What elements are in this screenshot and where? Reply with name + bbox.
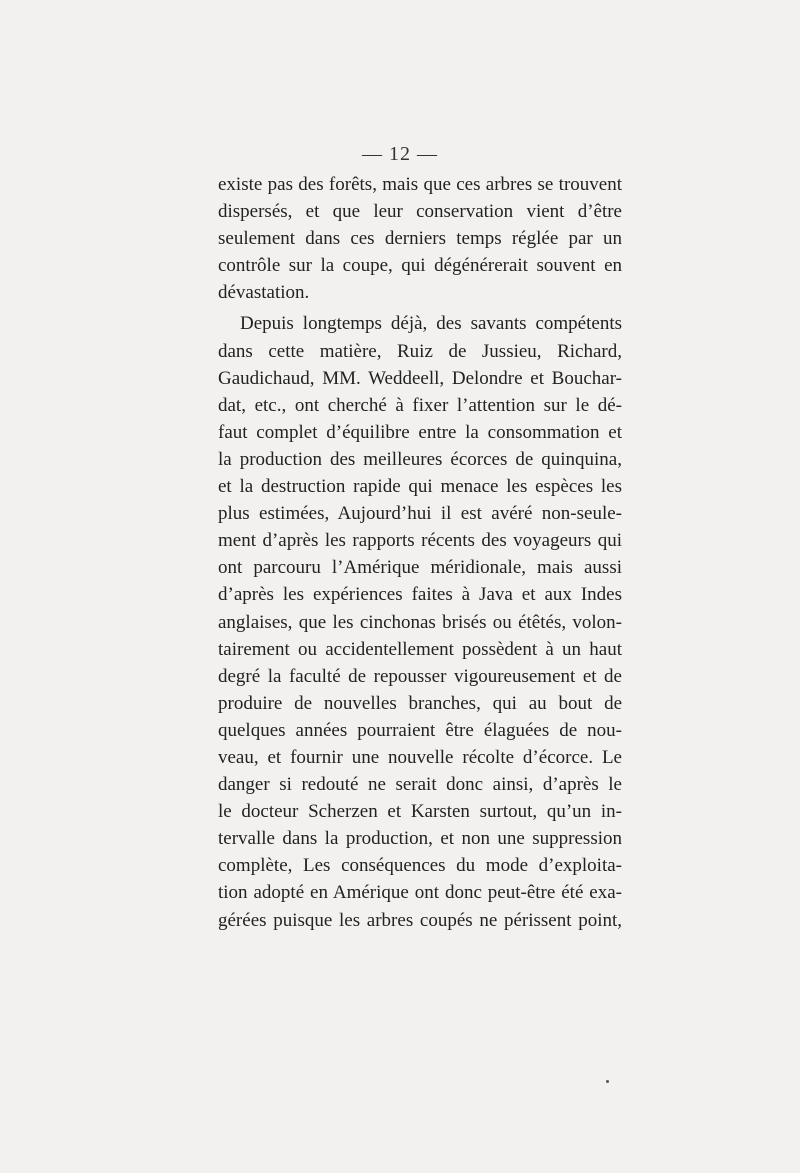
text-line: anglaises, que les cinchonas brisés ou étêtés, volon-: [218, 611, 622, 633]
text-line: complète, Les conséquences du mode d’exploita-: [218, 855, 622, 877]
text-line: gérées puisque les arbres coupés ne périssent point,: [218, 909, 622, 931]
text-line: plus estimées, Aujourd’hui il est avéré non-seule-: [218, 503, 622, 525]
page-number: — 12 —: [362, 143, 438, 165]
text-line: le docteur Scherzen et Karsten surtout, qu’un in-: [218, 801, 622, 823]
body-text: [218, 171, 622, 934]
text-line: tion adopté en Amérique ont donc peut-être été exa-: [218, 882, 622, 904]
text-line: quelques années pourraient être élaguées de nou-: [218, 719, 622, 741]
text-line: dispersés, et que leur conservation vient d’être: [218, 201, 622, 223]
text-line: ment d’après les rapports récents des voyageurs qui: [218, 530, 622, 552]
text-line: faut complet d’équilibre entre la consommation et: [218, 421, 622, 443]
text-line: dévastation.: [218, 282, 310, 304]
text-line: dat, etc., ont cherché à fixer l’attention sur le dé-: [218, 394, 622, 416]
text-line: seulement dans ces derniers temps réglée par un: [218, 228, 622, 250]
text-line: veau, et fournir une nouvelle récolte d’écorce. Le: [218, 746, 622, 768]
text-line: d’après les expériences faites à Java et aux Indes: [218, 584, 622, 606]
text-line: tairement ou accidentellement possèdent à un haut: [218, 638, 622, 660]
text-line: contrôle sur la coupe, qui dégénérerait souvent en: [218, 255, 622, 277]
ink-speck: [606, 1080, 609, 1083]
paragraph-1: [218, 171, 622, 306]
text-line: dans cette matière, Ruiz de Jussieu, Richard,: [218, 340, 622, 362]
text-line: ont parcouru l’Amérique méridionale, mais aussi: [218, 557, 622, 579]
text-line: la production des meilleures écorces de quinquina,: [218, 448, 622, 470]
text-line: Gaudichaud, MM. Weddeell, Delondre et Bouchar-: [218, 367, 622, 389]
text-line: degré la faculté de repousser vigoureusement et de: [218, 665, 622, 687]
text-line: Depuis longtemps déjà, des savants compétents: [240, 313, 622, 335]
paragraph-2: [218, 310, 622, 933]
text-line: existe pas des forêts, mais que ces arbres se trouvent: [218, 174, 622, 195]
text-line: produire de nouvelles branches, qui au bout de: [218, 692, 622, 714]
text-line: danger si redouté ne serait donc ainsi, d’après le: [218, 774, 622, 796]
text-line: et la destruction rapide qui menace les espèces les: [218, 476, 622, 498]
text-line: tervalle dans la production, et non une suppression: [218, 828, 622, 850]
